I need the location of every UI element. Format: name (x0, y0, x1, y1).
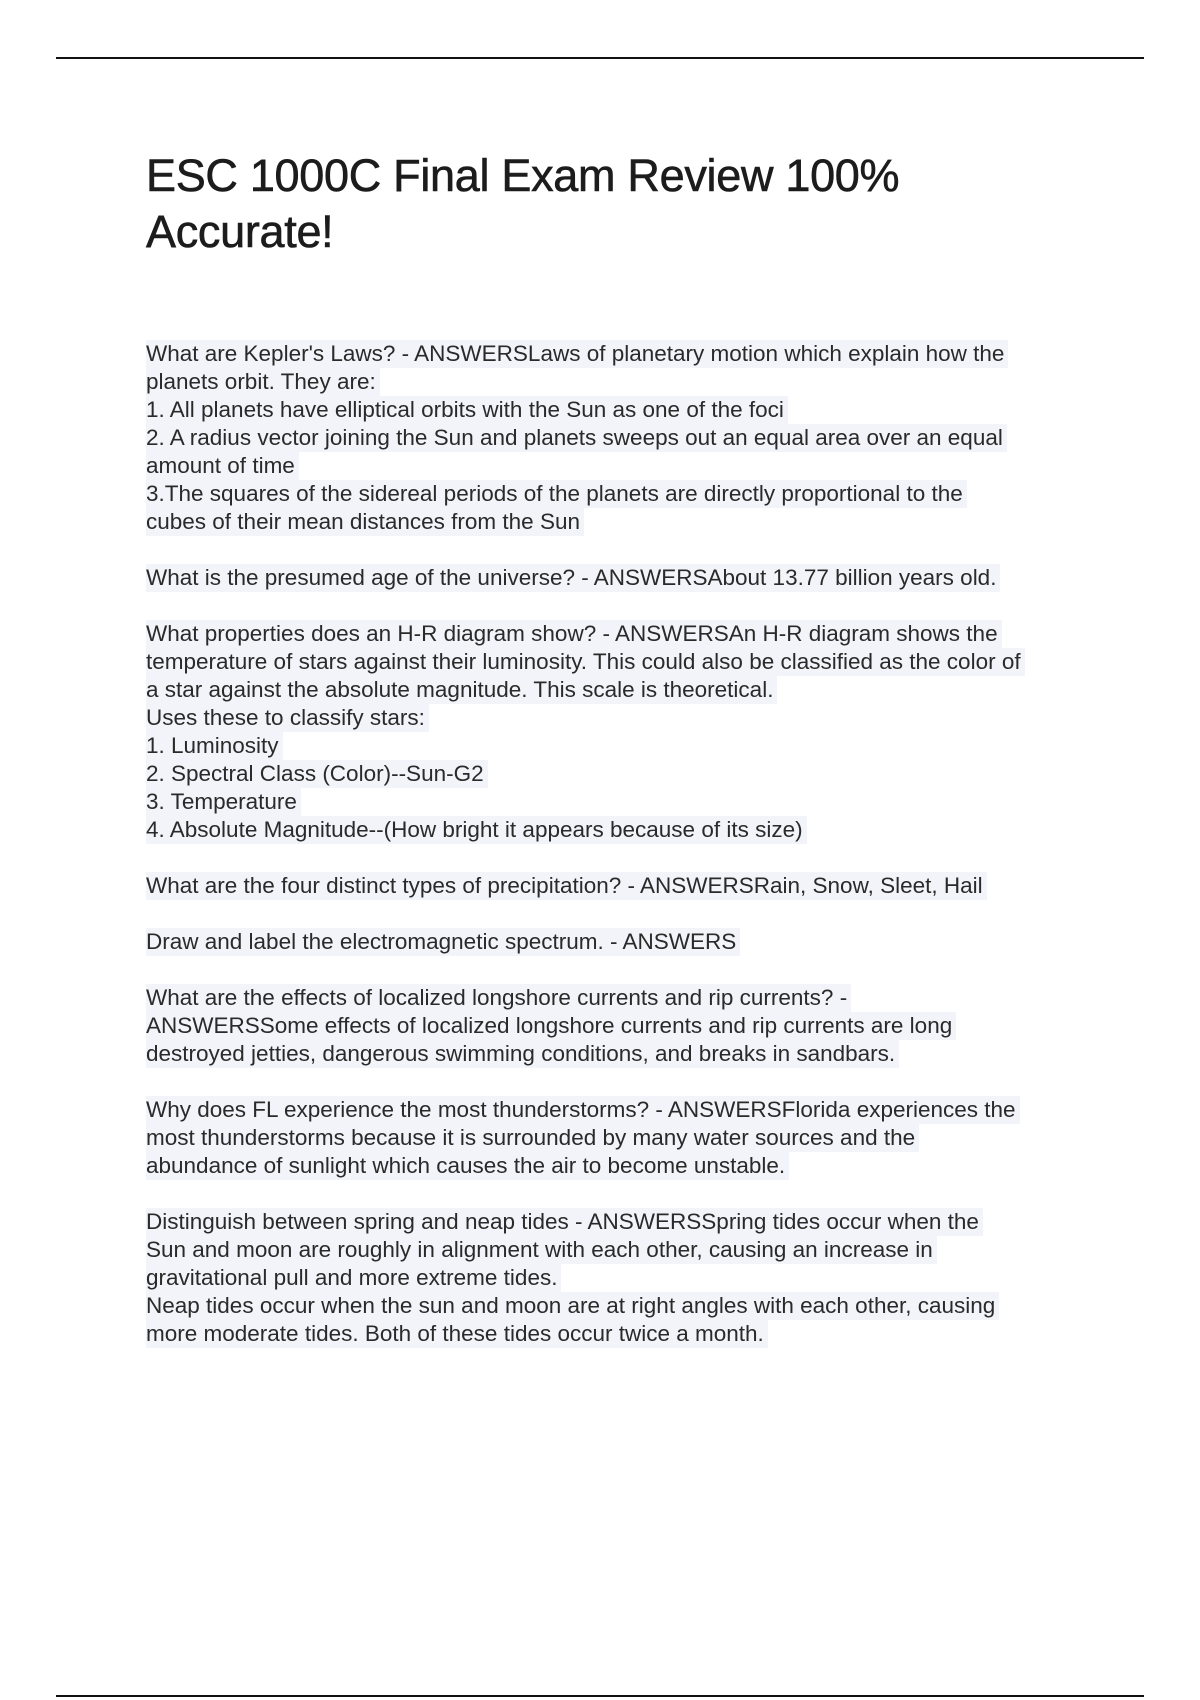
title-line-2: Accurate! (146, 206, 334, 257)
qa-line: most thunderstorms because it is surrounded by many water sources and the (146, 1124, 919, 1152)
qa-line: What are the four distinct types of precipitation? - ANSWERSRain, Snow, Sleet, Hail (146, 872, 987, 900)
qa-line: 4. Absolute Magnitude--(How bright it appears because of its size) (146, 816, 807, 844)
qa-line: 1. Luminosity (146, 732, 283, 760)
qa-item (146, 1096, 1096, 1180)
qa-line: cubes of their mean distances from the Sun (146, 508, 584, 536)
qa-line: more moderate tides. Both of these tides occur twice a month. (146, 1320, 768, 1348)
top-rule (56, 57, 1144, 59)
qa-line: What is the presumed age of the universe? - ANSWERSAbout 13.77 billion years old. (146, 564, 1000, 592)
qa-item (146, 340, 1096, 536)
title-line-1: ESC 1000C Final Exam Review 100% (146, 150, 900, 201)
document-title (146, 148, 1096, 260)
qa-line: 2. A radius vector joining the Sun and planets sweeps out an equal area over an equal (146, 424, 1007, 452)
qa-line: abundance of sunlight which causes the air to become unstable. (146, 1152, 789, 1180)
qa-item (146, 564, 1096, 592)
qa-line: What properties does an H-R diagram show? - ANSWERSAn H-R diagram shows the (146, 620, 1002, 648)
bottom-rule (56, 1695, 1144, 1697)
qa-line: Uses these to classify stars: (146, 704, 429, 732)
qa-line: 2. Spectral Class (Color)--Sun-G2 (146, 760, 488, 788)
qa-item (146, 872, 1096, 900)
qa-line: What are Kepler's Laws? - ANSWERSLaws of planetary motion which explain how the (146, 340, 1008, 368)
qa-line: 3. Temperature (146, 788, 301, 816)
qa-line: a star against the absolute magnitude. This scale is theoretical. (146, 676, 777, 704)
qa-item (146, 1208, 1096, 1348)
qa-line: destroyed jetties, dangerous swimming conditions, and breaks in sandbars. (146, 1040, 899, 1068)
qa-line: 3.The squares of the sidereal periods of the planets are directly proportional to the (146, 480, 967, 508)
qa-item (146, 984, 1096, 1068)
document-body (146, 148, 1096, 1376)
qa-line: planets orbit. They are: (146, 368, 380, 396)
qa-line: ANSWERSSome effects of localized longshore currents and rip currents are long (146, 1012, 956, 1040)
qa-line: Draw and label the electromagnetic spectrum. - ANSWERS (146, 928, 740, 956)
qa-line: Why does FL experience the most thunderstorms? - ANSWERSFlorida experiences the (146, 1096, 1020, 1124)
qa-list (146, 340, 1096, 1348)
qa-item (146, 620, 1096, 844)
qa-line: temperature of stars against their luminosity. This could also be classified as the color of (146, 648, 1025, 676)
qa-line: Neap tides occur when the sun and moon are at right angles with each other, causing (146, 1292, 999, 1320)
qa-line: 1. All planets have elliptical orbits with the Sun as one of the foci (146, 396, 788, 424)
qa-item (146, 928, 1096, 956)
qa-line: Sun and moon are roughly in alignment with each other, causing an increase in (146, 1236, 937, 1264)
qa-line: gravitational pull and more extreme tides. (146, 1264, 561, 1292)
qa-line: Distinguish between spring and neap tides - ANSWERSSpring tides occur when the (146, 1208, 983, 1236)
qa-line: amount of time (146, 452, 299, 480)
qa-line: What are the effects of localized longshore currents and rip currents? - (146, 984, 851, 1012)
